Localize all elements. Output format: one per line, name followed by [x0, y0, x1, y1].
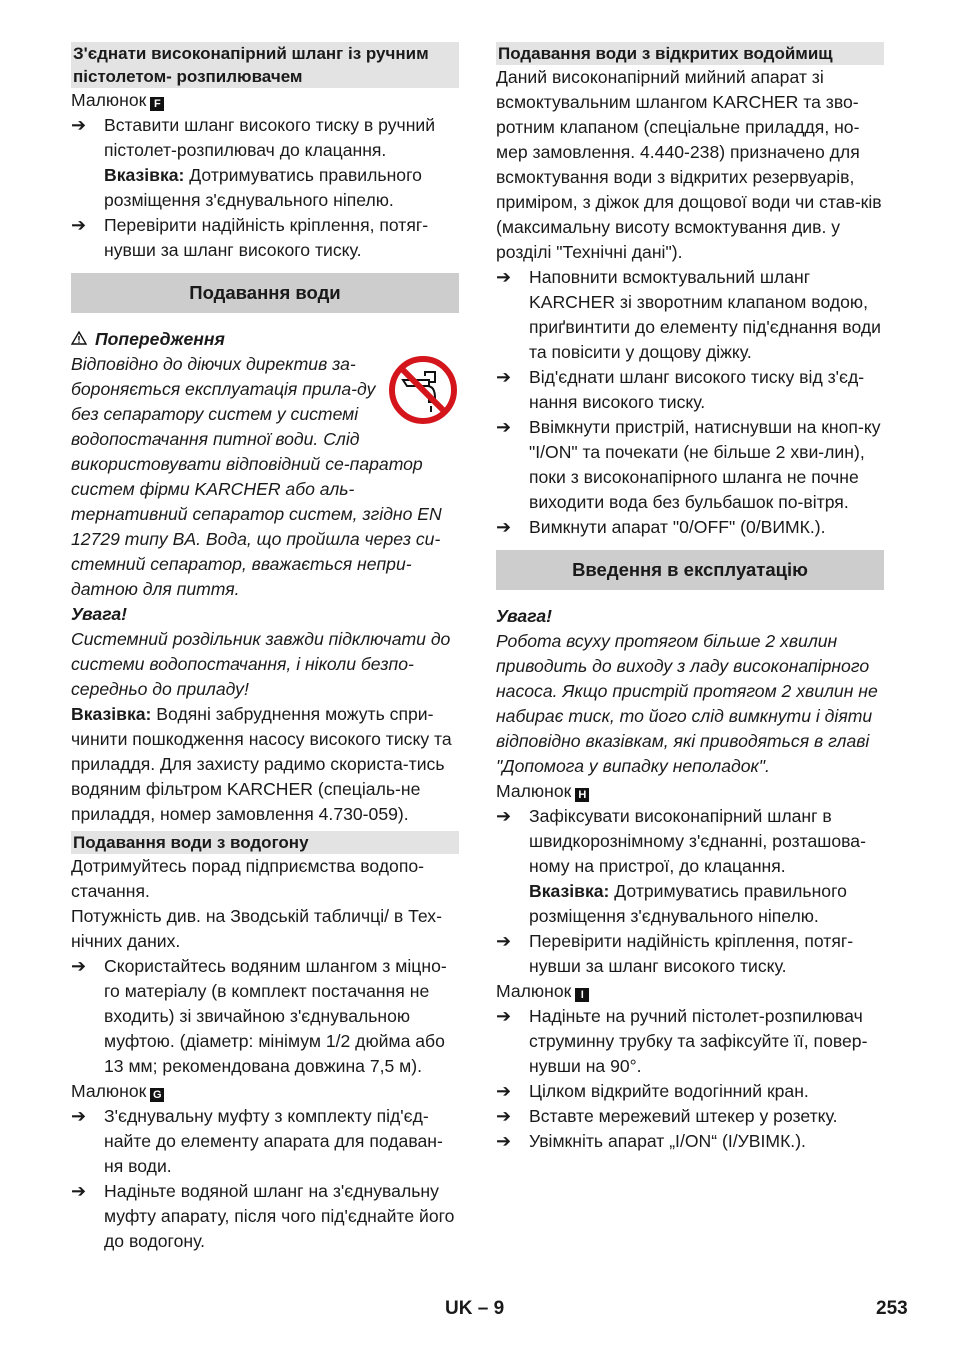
arrow-right-icon: ➔	[496, 806, 512, 826]
paragraph-power: Потужність див. на Зводській табличці/ в Тех-нічних даних.	[71, 906, 442, 951]
figure-f-badge: F	[150, 97, 164, 111]
figure-ref-i: Малюнок I	[496, 979, 884, 1004]
arrow-right-icon: ➔	[496, 1131, 512, 1151]
attention-text: Робота всуху протягом більше 2 хвилин приводить до виходу з ладу високонапірного насоса. Якщо пристрій протягом 2 хвилин не набирає тиск, то його слід вимкнути і діяти відповідно вказівкам, які приводяться в главі "Допомога у випадку неполадок".	[496, 631, 878, 776]
heading-mains-supply: Подавання води з водогону	[71, 831, 459, 854]
attention-heading: Увага!	[496, 606, 553, 626]
list-item: ➔ Ввімкнути пристрій, натиснувши на кноп-ку "I/ON" та почекати (не більше 2 хви-лин), поки з високонапірного шланга не почне виходити вода без бульбашок по-вітря.	[496, 417, 881, 512]
arrow-right-icon: ➔	[496, 1081, 512, 1101]
heading-connect-hose: З'єднати високонапірний шланг із ручним пістолетом- розпилювачем	[71, 42, 459, 88]
footer-page-number: 253	[876, 1298, 908, 1319]
list-item: ➔ Надіньте на ручний пістолет-розпилювач струминну трубку та зафіксуйте її, повер-нувши на 90°.	[496, 1006, 868, 1076]
list-item: ➔ Зафіксувати високонапірний шланг в швидкорознімному з'єднанні, розташова-ному на пристрої, до клацання. Вказівка: Дотримуватись правильного розміщення з'єднувального ніпелю.	[496, 806, 866, 926]
list-item: ➔ Вимкнути апарат "0/OFF" (0/ВИМК.).	[496, 515, 884, 540]
arrow-right-icon: ➔	[71, 215, 87, 235]
arrow-right-icon: ➔	[71, 1181, 87, 1201]
figure-g-badge: G	[150, 1088, 164, 1102]
no-drinking-water-icon	[387, 354, 459, 426]
list-item: ➔ Перевірити надійність кріплення, потяг-нувши за шланг високого тиску.	[496, 931, 854, 976]
warning-heading: Попередження	[71, 327, 459, 352]
arrow-right-icon: ➔	[496, 267, 512, 287]
list-item: ➔ З'єднувальну муфту з комплекту під'єд-найте до елементу апарата для подаван-ня води.	[71, 1106, 443, 1176]
attention-heading: Увага!	[71, 604, 128, 624]
arrow-right-icon: ➔	[496, 1006, 512, 1026]
arrow-right-icon: ➔	[71, 956, 87, 976]
figure-ref-g: Малюнок G	[71, 1079, 459, 1104]
arrow-right-icon: ➔	[496, 517, 512, 537]
left-column	[71, 42, 459, 1254]
figure-h-badge: H	[575, 788, 589, 802]
arrow-right-icon: ➔	[496, 417, 512, 437]
arrow-right-icon: ➔	[71, 115, 87, 135]
list-item: ➔ Наповнити всмоктувальний шланг KARCHER зі зворотним клапаном водою, приґвинтити до елементу під'єднання води та повісити у дощову діжку.	[496, 267, 881, 362]
list-item: ➔ Вставити шланг високого тиску в ручний пістолет-розпилювач до клацання. Вказівка: Дотримуватись правильного розміщення з'єднувального ніпелю.	[71, 115, 436, 210]
note-contamination: Вказівка: Водяні забруднення можуть спри-чинити пошкодження насосу високого тиску та приладдя. Для захисту радимо скориста-тись водяним фільтром KARCHER (спеціаль-не приладдя, номер замовлення 4.730-059).	[71, 704, 452, 824]
arrow-right-icon: ➔	[496, 367, 512, 387]
list-item: ➔ Увімкніть апарат „I/ON“ (I/УВІМК.).	[496, 1129, 884, 1154]
figure-ref-h: Малюнок H	[496, 779, 884, 804]
list-item: ➔ Вставте мережевий штекер у розетку.	[496, 1104, 884, 1129]
paragraph-intro: Даний високонапірний мийний апарат зі всмоктувальним шлангом KARCHER та зво-ротним клапаном (спеціальне приладдя, но-мер замовлення. 4.440-238) призначено для всмоктування води з відкритих резервуарів, приміром, з діжок для дощової води чи став-ків (максимальну висоту всмоктування див. у розділі "Технічні дані").	[496, 67, 882, 262]
heading-open-water: Подавання води з відкритих водоймищ	[496, 42, 884, 65]
arrow-right-icon: ➔	[496, 1106, 512, 1126]
warning-text: Відповідно до діючих директив за-бороняється експлуатація прила-ду без сепаратору систем у системі водопостачання питної води. Слід використовувати відповідний се-паратор систем фірми KARCHER або аль-тернативний сепаратор систем, згідно EN 12729 типу BA. Вода, що пройшла через си-стемний сепаратор, вважається непри-датною для пиття.	[71, 354, 442, 599]
arrow-right-icon: ➔	[71, 1106, 87, 1126]
warning-block	[71, 352, 459, 602]
warning-triangle-icon	[71, 327, 87, 352]
list-item: ➔ Скористайтесь водяним шлангом з міцно-го матеріалу (в комплект постачання не входить) зі звичайною з'єднувальною муфтою. (діаметр: мінімум 1/2 дюйма або 13 мм; рекомендована довжина 7,5 м).	[71, 956, 447, 1076]
list-item: ➔ Цілком відкрийте водогінний кран.	[496, 1079, 884, 1104]
figure-ref-f: Малюнок F	[71, 88, 459, 113]
section-commissioning: Введення в експлуатацію	[496, 550, 884, 590]
section-water-supply: Подавання води	[71, 273, 459, 313]
list-item: ➔ Надіньте водяной шланг на з'єднувальну муфту апарату, після чого під'єднайте його до водогону.	[71, 1181, 455, 1251]
right-column	[496, 42, 884, 1154]
attention-text: Системний роздільник завжди підключати до системи водопостачання, і ніколи безпо-середньо до приладу!	[71, 629, 451, 699]
list-item: ➔ Від'єднати шланг високого тиску від з'єд-нання високого тиску.	[496, 367, 865, 412]
figure-i-badge: I	[575, 988, 589, 1002]
paragraph-obey: Дотримуйтесь порад підприємства водопо-стачання.	[71, 856, 424, 901]
arrow-right-icon: ➔	[496, 931, 512, 951]
list-item: ➔ Перевірити надійність кріплення, потяг-нувши за шланг високого тиску.	[71, 215, 429, 260]
footer-language-code: UK – 9	[445, 1298, 505, 1319]
